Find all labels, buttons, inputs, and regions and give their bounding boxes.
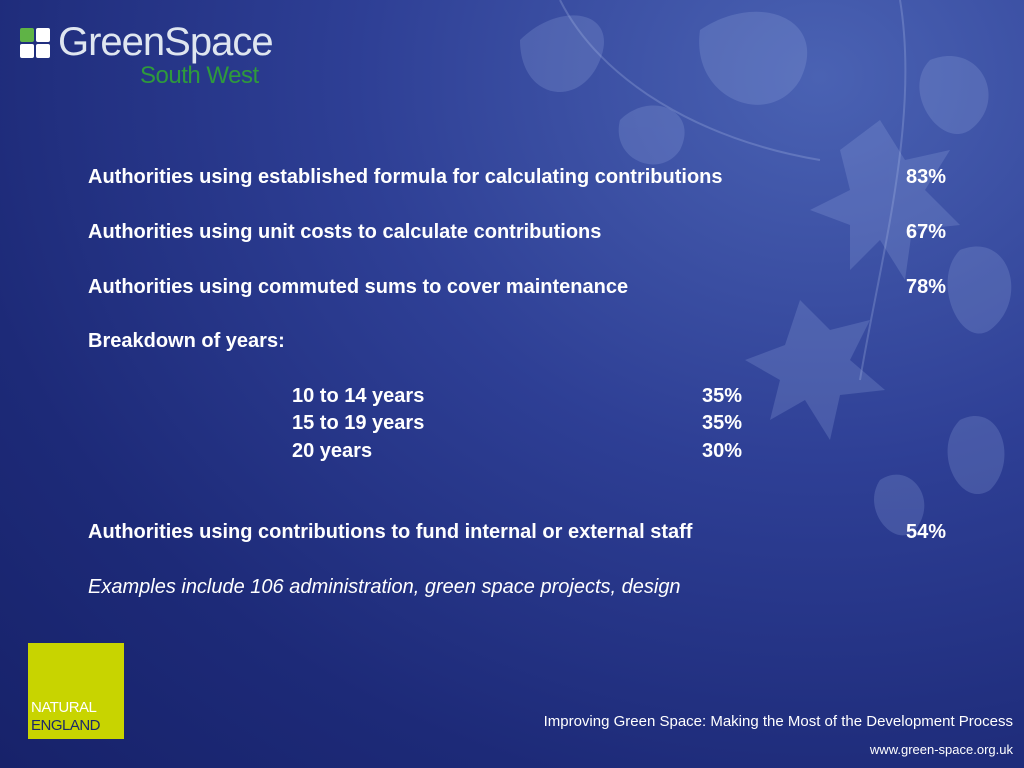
natural-england-logo	[28, 643, 124, 739]
footer-url[interactable]: www.green-space.org.uk	[869, 742, 1013, 757]
breakdown-row-value: 30%	[702, 440, 743, 462]
stat-label-commuted-sums: Authorities using commuted sums to cover maintenance	[88, 276, 629, 298]
breakdown-row-label: 15 to 19 years	[292, 412, 425, 434]
logo-subtitle: South West	[140, 62, 259, 89]
breakdown-heading: Breakdown of years:	[88, 330, 285, 352]
examples-note: Examples include 106 administration, green space projects, design	[88, 576, 681, 598]
stat-value-commuted-sums: 78%	[906, 276, 947, 298]
stat-value-unit-costs: 67%	[906, 221, 947, 243]
stat-label-formula: Authorities using established formula for calculating contributions	[88, 166, 723, 188]
stat-value-staff: 54%	[906, 521, 947, 543]
stat-label-staff: Authorities using contributions to fund internal or external staff	[88, 521, 693, 543]
logo-title: GreenSpace	[58, 20, 273, 64]
stat-label-unit-costs: Authorities using unit costs to calculate contributions	[88, 221, 602, 243]
breakdown-row-label: 10 to 14 years	[292, 385, 425, 407]
greenspace-squares-icon	[20, 28, 52, 60]
breakdown-row-value: 35%	[702, 412, 743, 434]
breakdown-row-value: 35%	[702, 385, 743, 407]
breakdown-row-label: 20 years	[292, 440, 373, 462]
natural-england-line2: ENGLAND	[31, 717, 101, 734]
stat-value-formula: 83%	[906, 166, 947, 188]
footer-title: Improving Green Space: Making the Most of the Development Process	[543, 713, 1013, 730]
natural-england-line1: NATURAL	[31, 699, 97, 716]
